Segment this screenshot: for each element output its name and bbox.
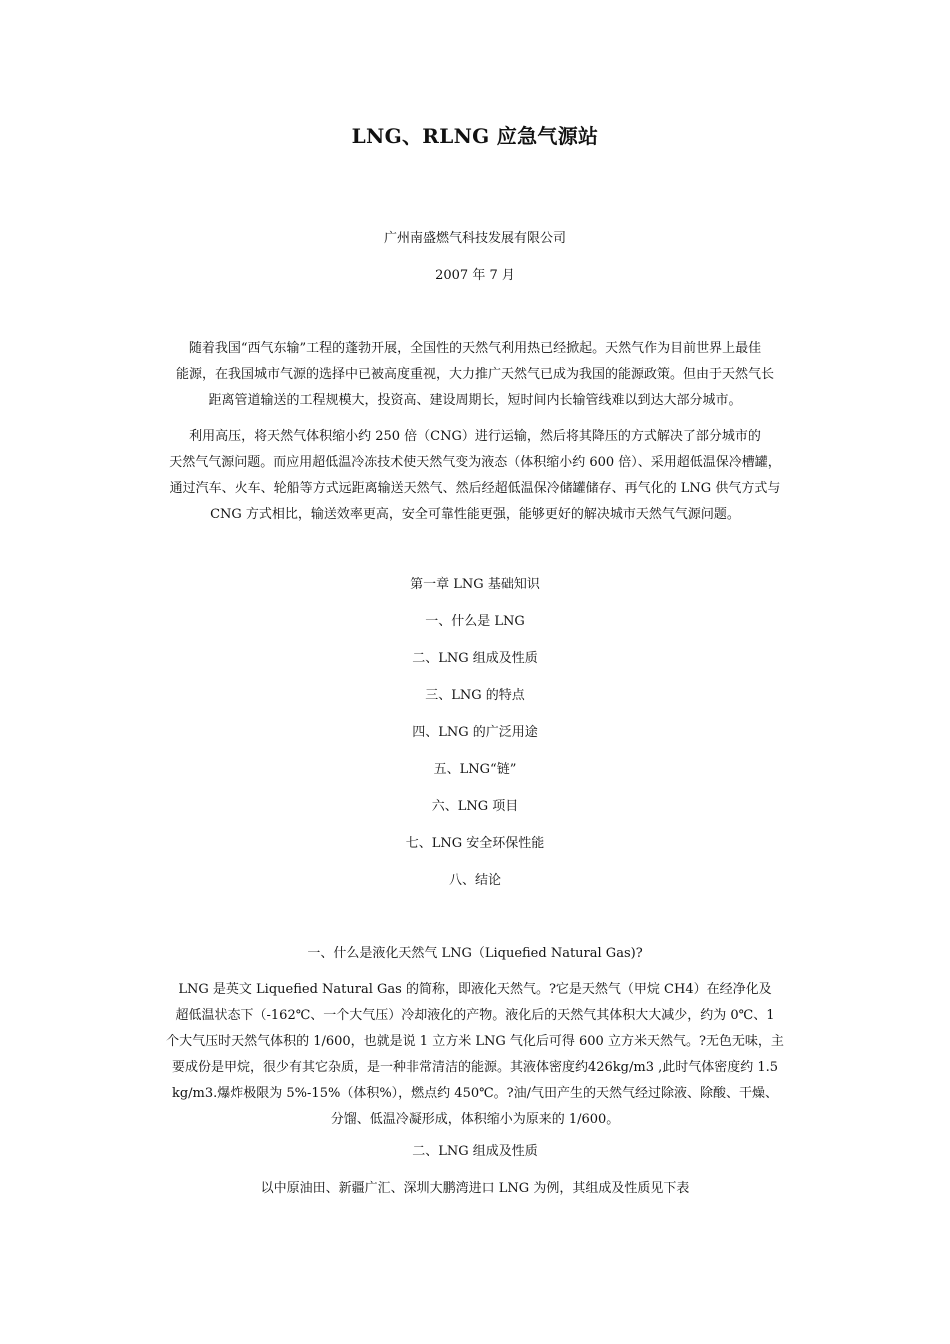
text-line: 距离管道输送的工程规模大，投资高、建设周期长，短时间内长输管线难以到达大部分城市。 <box>208 393 742 408</box>
text-line: 要成份是甲烷，很少有其它杂质，是一种非常清洁的能源。其液体密度约426kg/m3 ,此时气体密度约 1.5 <box>171 1060 779 1075</box>
section-heading: 二、LNG 组成及性质 <box>412 1144 538 1159</box>
toc-item: 七、LNG 安全环保性能 <box>405 836 545 851</box>
company-name: 广州南盛燃气科技发展有限公司 <box>383 231 566 246</box>
toc-chapter-heading: 第一章 LNG 基础知识 <box>410 577 540 592</box>
text-line: kg/m3.爆炸极限为 5%-15%（体积%），燃点约 450℃。?油/气田产生的天然气经过除液、除酸、干燥、 <box>171 1086 779 1101</box>
intro-paragraph-2 <box>140 424 810 528</box>
text-line: 能源，在我国城市气源的选择中已被高度重视，大力推广天然气已成为我国的能源政策。但由于天然气长 <box>175 367 774 382</box>
text-line: 个大气压时天然气体积的 1/600，也就是说 1 立方米 LNG 气化后可得 600 立方米天然气。?无色无味，主 <box>166 1034 784 1049</box>
document-title: LNG、RLNG 应急气源站 <box>351 124 599 148</box>
intro-paragraph-1 <box>140 336 810 414</box>
section-2-text: 以中原油田、新疆广汇、深圳大鹏湾进口 LNG 为例，其组成及性质见下表 <box>260 1181 690 1196</box>
document-date: 2007 年 7 月 <box>435 268 515 283</box>
toc-item: 三、LNG 的特点 <box>425 688 525 703</box>
toc-item: 四、LNG 的广泛用途 <box>412 725 538 740</box>
text-line: 天然气气源问题。而应用超低温冷冻技术使天然气变为液态（体积缩小约 600 倍）、采用超低温保冷槽罐， <box>169 455 781 470</box>
text-line: 随着我国“西气东输”工程的蓬勃开展，全国性的天然气利用热已经掀起。天然气作为目前世界上最佳 <box>188 341 762 356</box>
toc-item: 五、LNG“链” <box>433 762 517 777</box>
text-line: LNG 是英文 Liquefied Natural Gas 的简称，即液化天然气。?它是天然气（甲烷 CH4）在经净化及 <box>178 982 772 997</box>
text-line: CNG 方式相比，输送效率更高，安全可靠性能更强，能够更好的解决城市天然气气源问题。 <box>210 507 740 522</box>
text-line: 通过汽车、火车、轮船等方式远距离输送天然气、然后经超低温保冷储罐储存、再气化的 LNG 供气方式与 <box>169 481 781 496</box>
toc-item: 八、结论 <box>448 873 501 888</box>
section-heading: 一、什么是液化天然气 LNG（Liquefied Natural Gas)? <box>307 946 643 961</box>
text-line: 分馏、低温冷凝形成，体积缩小为原来的 1/600。 <box>330 1112 620 1127</box>
text-line: 超低温状态下（-162℃、一个大气压）冷却液化的产物。液化后的天然气其体积大大减少，约为 0℃、1 <box>175 1008 775 1023</box>
toc-item: 二、LNG 组成及性质 <box>412 651 538 666</box>
toc-item: 六、LNG 项目 <box>431 799 519 814</box>
text-line: 利用高压，将天然气体积缩小约 250 倍（CNG）进行运输，然后将其降压的方式解决了部分城市的 <box>189 429 761 444</box>
toc-item: 一、什么是 LNG <box>425 614 525 629</box>
section-1-paragraph <box>140 977 810 1133</box>
